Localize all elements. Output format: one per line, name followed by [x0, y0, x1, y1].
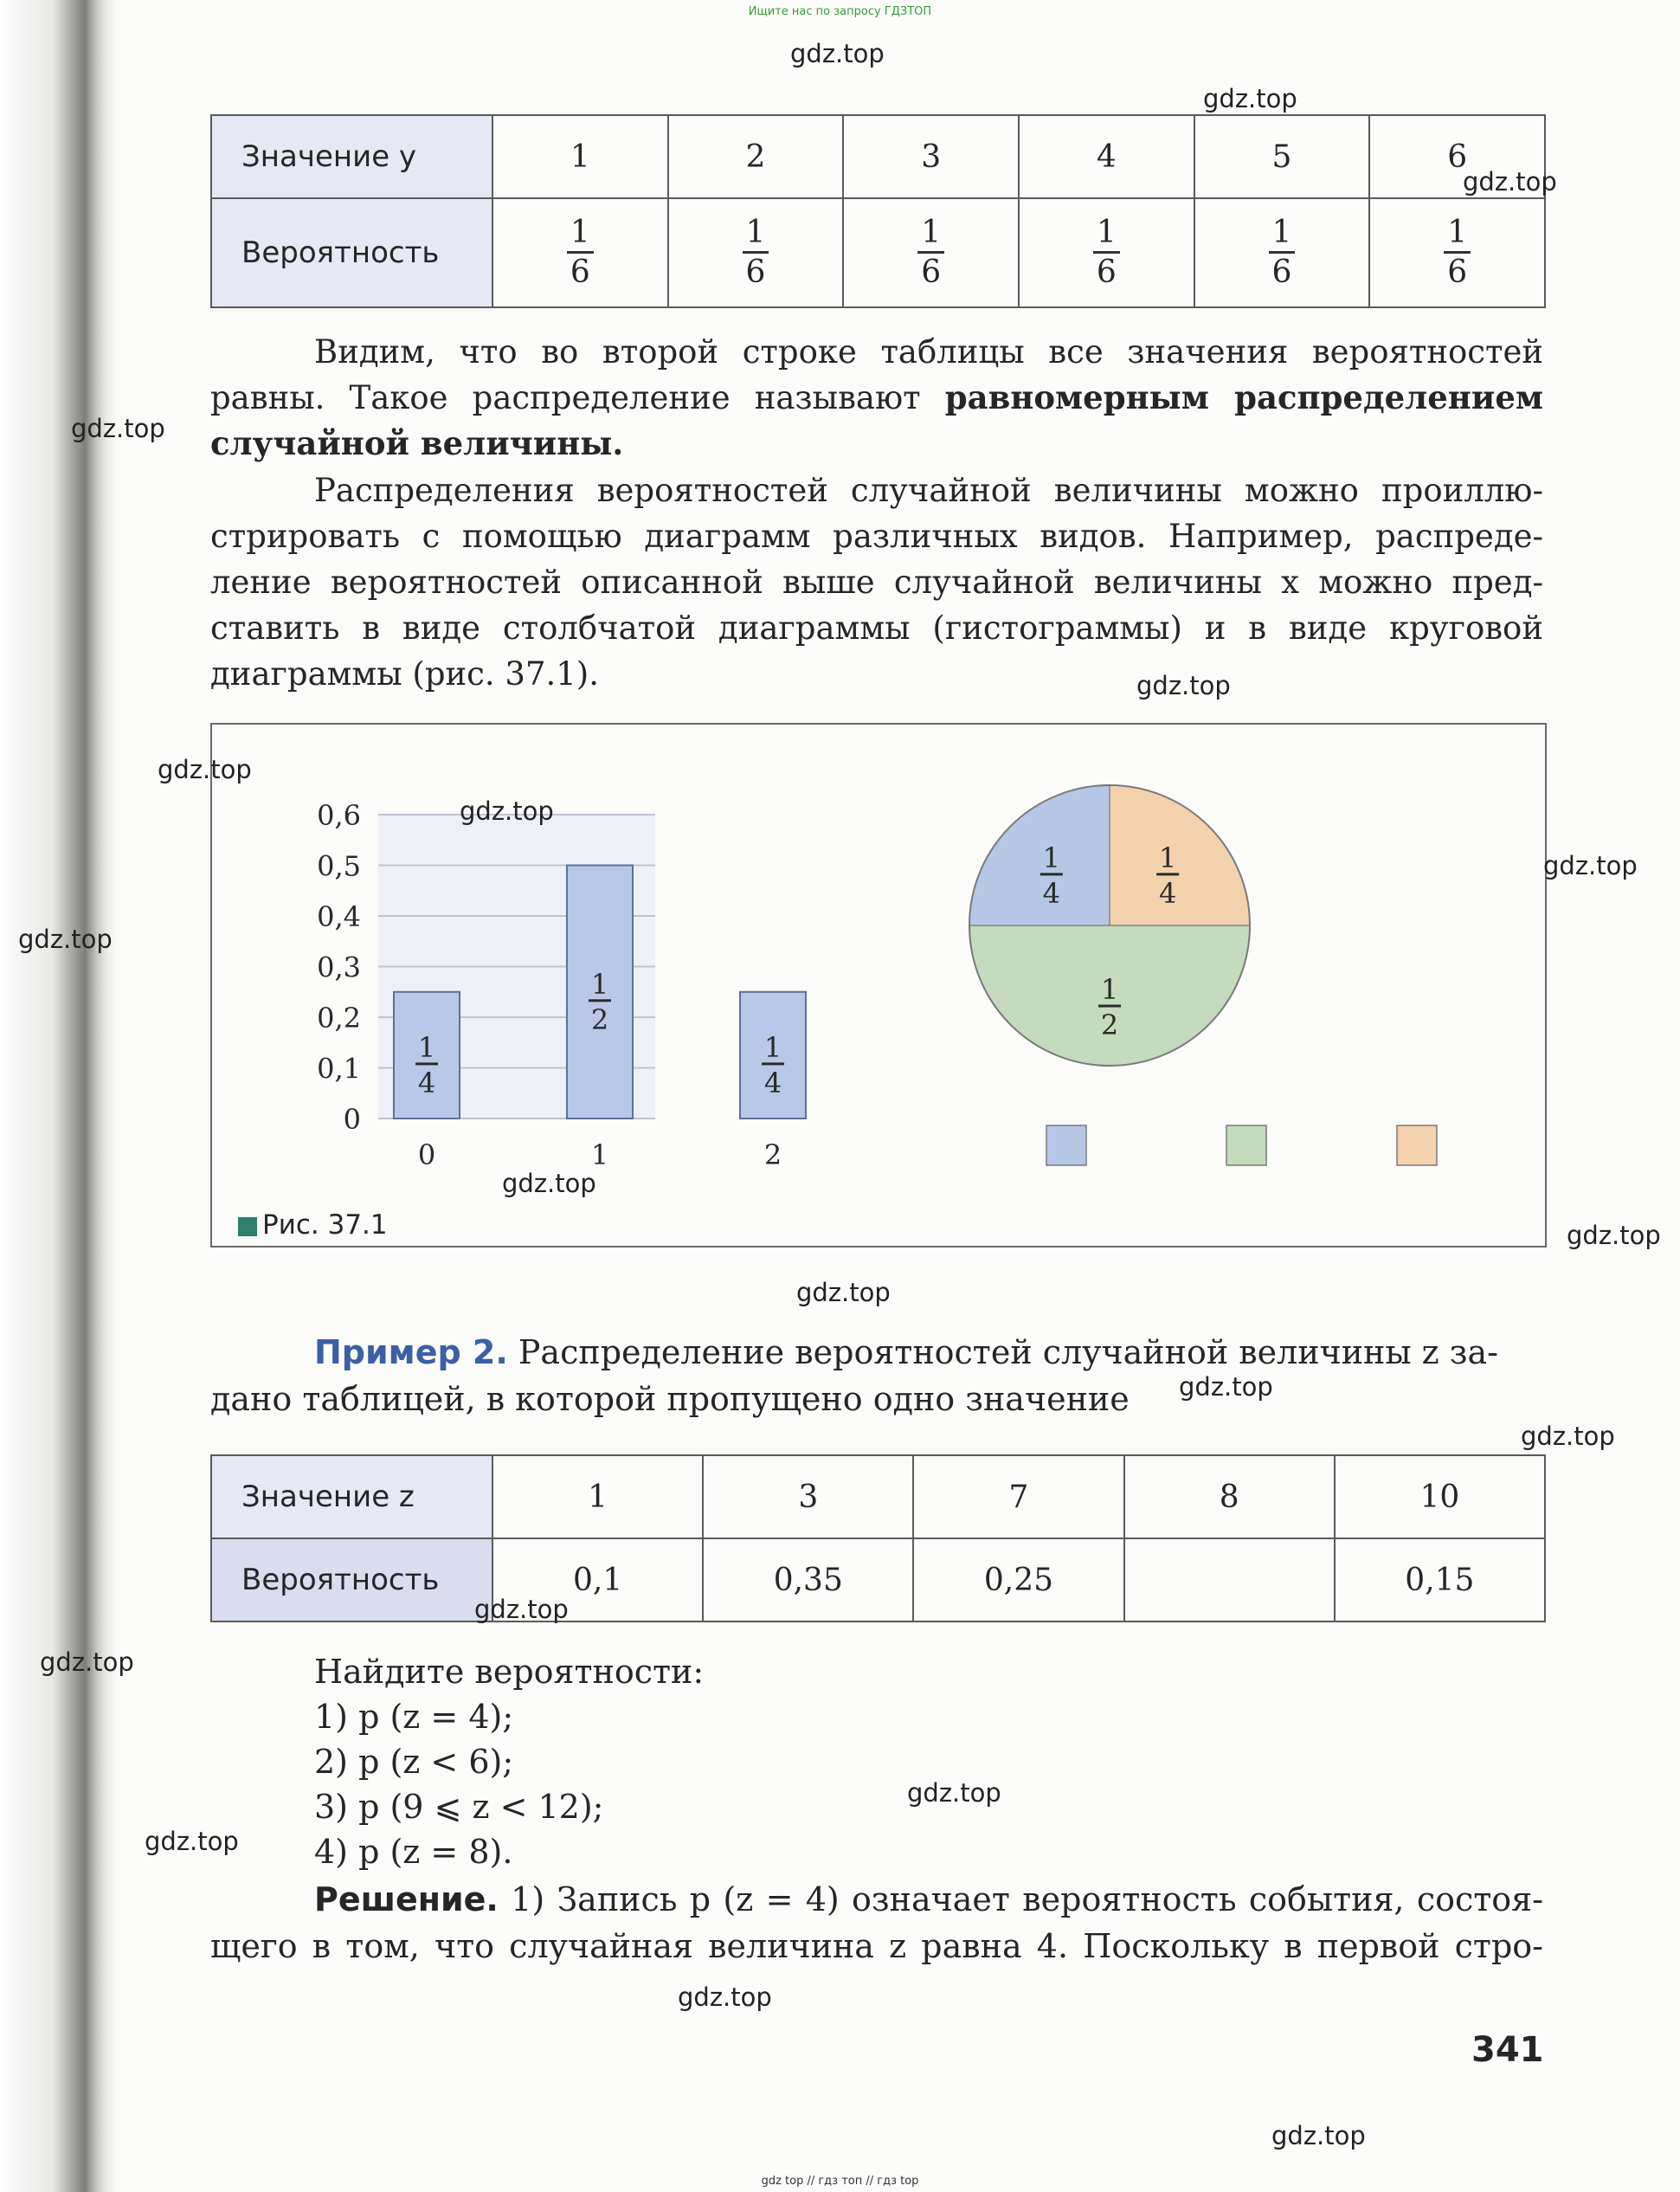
pie-slice: [1110, 785, 1250, 925]
watermark: gdz.top: [474, 1595, 569, 1624]
caption-marker-icon: [238, 1217, 257, 1236]
table-z-prob: 0,1: [492, 1538, 703, 1621]
histogram-bar-label-num: 1: [417, 1030, 436, 1064]
paragraph-uniform: [210, 329, 1543, 467]
table-z-values-row: [211, 1455, 1545, 1538]
find-title: Найдите вероятности:: [314, 1653, 705, 1691]
pie-slice-label-num: 1: [1042, 841, 1061, 874]
text-line: случайной величины.: [210, 424, 624, 462]
bottom-note: gdz top // гдз топ // гдз top: [761, 2175, 919, 2188]
histogram-y-tick-label: 0,4: [317, 900, 361, 933]
example-2-text-cont: дано таблицей, в которой пропущено одно значение: [210, 1380, 1130, 1418]
table-y-header-value: Значение y: [211, 115, 492, 198]
table-y-value: 2: [668, 115, 844, 198]
pie-slice: [969, 785, 1110, 925]
watermark: gdz.top: [1179, 1372, 1273, 1402]
watermark: gdz.top: [678, 1982, 772, 2012]
table-z-value: 7: [913, 1455, 1123, 1538]
figure-37-1: [210, 723, 1547, 1248]
watermark: gdz.top: [1543, 851, 1638, 880]
pie-slice-label-den: 4: [1158, 876, 1177, 910]
pie-legend-swatch: [1226, 1125, 1266, 1165]
distribution-table-y: [210, 114, 1546, 308]
table-y-prob: $\frac{1}{6}$: [1194, 198, 1370, 307]
solution-text-cont: щего в том, что случайная величина z равна 4. Поскольку в первой стро-: [210, 1927, 1543, 1965]
table-y-value: 6: [1369, 115, 1545, 198]
solution-label: Решение.: [314, 1880, 499, 1918]
find-item: 1) p (z = 4);: [314, 1698, 514, 1736]
find-list: [314, 1649, 704, 1874]
figure-caption: Рис. 37.1: [238, 1209, 388, 1241]
example-label: Пример 2.: [314, 1333, 508, 1371]
pie-legend-swatch: [1397, 1125, 1437, 1165]
table-z-prob: 0,15: [1335, 1538, 1545, 1621]
table-y-prob: $\frac{1}{6}$: [1369, 198, 1545, 307]
table-z-prob: 0,25: [913, 1538, 1123, 1621]
watermark: gdz.top: [502, 1169, 596, 1198]
top-note: Ищите нас по запросу ГДЗТОП: [748, 5, 932, 18]
watermark: gdz.top: [1136, 671, 1231, 700]
table-y-prob: $\frac{1}{6}$: [668, 198, 844, 307]
table-z-value: 3: [703, 1455, 913, 1538]
watermark: gdz.top: [796, 1278, 891, 1307]
text-line: ставить в виде столбчатой диаграммы (гистограммы) и в виде круговой: [210, 609, 1543, 647]
table-z-prob: 0,35: [703, 1538, 913, 1621]
table-y-prob: $\frac{1}{6}$: [843, 198, 1019, 307]
histogram-bar-label-den: 4: [417, 1066, 436, 1099]
table-z-value: 10: [1335, 1455, 1545, 1538]
text-line: Видим, что во второй строке таблицы все значения вероятностей: [314, 333, 1543, 371]
histogram-y-tick-label: 0,6: [317, 799, 361, 832]
pie-slice-label-den: 4: [1042, 876, 1061, 910]
histogram-y-tick-label: 0,3: [317, 951, 361, 984]
text-line: равны. Такое распределение называют равномерным распределением: [210, 378, 1543, 416]
solution-text: Решение. 1) Запись p (z = 4) означает вероятность события, состоя-: [314, 1880, 1543, 1918]
example-2-text: Пример 2. Распределение вероятностей случайной величины z за-: [314, 1333, 1498, 1371]
table-z-header-value: Значение z: [211, 1455, 492, 1538]
histogram-y-tick-label: 0,5: [317, 849, 361, 883]
pie-slice-label-den: 2: [1100, 1009, 1119, 1041]
table-y-value: 3: [843, 115, 1019, 198]
table-y-prob: $\frac{1}{6}$: [1019, 198, 1194, 307]
find-item: 4) p (z = 8).: [314, 1833, 513, 1871]
table-z-prob-missing: [1124, 1538, 1335, 1621]
table-y-value: 1: [492, 115, 668, 198]
histogram-x-tick-label: 2: [763, 1138, 782, 1171]
histogram-x-tick-label: 1: [590, 1138, 609, 1171]
table-y-values-row: [211, 115, 1545, 198]
pie-slice-label-num: 1: [1158, 841, 1177, 874]
text-line: ление вероятностей описанной выше случайной величины x можно пред-: [210, 564, 1543, 601]
text-line: стрировать с помощью диаграмм различных видов. Например, распреде-: [210, 518, 1543, 555]
watermark: gdz.top: [790, 39, 885, 68]
watermark: gdz.top: [907, 1778, 1001, 1808]
histogram-y-tick-label: 0: [343, 1103, 361, 1136]
table-z-value: 1: [492, 1455, 703, 1538]
table-z-value: 8: [1124, 1455, 1335, 1538]
histogram-bar-label-den: 4: [763, 1066, 782, 1099]
watermark: gdz.top: [1463, 167, 1557, 197]
pie-slice-label-num: 1: [1100, 973, 1119, 1006]
text-line: диаграммы (рис. 37.1).: [210, 655, 600, 693]
find-item: 2) p (z < 6);: [314, 1743, 514, 1781]
table-y-prob-row: [211, 198, 1545, 307]
watermark: gdz.top: [460, 796, 554, 826]
watermark: gdz.top: [40, 1647, 134, 1677]
histogram-bar-label-den: 2: [590, 1003, 609, 1036]
histogram-bar-label-num: 1: [763, 1030, 782, 1064]
table-y-prob: $\frac{1}{6}$: [492, 198, 668, 307]
table-y-value: 5: [1194, 115, 1370, 198]
pie-legend-swatch: [1046, 1125, 1086, 1165]
table-y-header-prob: Вероятность: [211, 198, 492, 307]
watermark: gdz.top: [1271, 2121, 1366, 2150]
histogram-x-tick-label: 0: [417, 1138, 436, 1171]
paragraph-diagrams: [210, 467, 1543, 697]
book-spine-shadow: [0, 0, 117, 2192]
histogram-y-tick-label: 0,2: [317, 1002, 361, 1035]
watermark: gdz.top: [1567, 1221, 1661, 1250]
histogram-bar-label-num: 1: [590, 967, 609, 1001]
histogram-y-tick-label: 0,1: [317, 1052, 361, 1086]
watermark: gdz.top: [145, 1827, 239, 1856]
figure-charts: [212, 725, 1545, 1246]
table-y-value: 4: [1019, 115, 1194, 198]
watermark: gdz.top: [18, 925, 113, 954]
text-line: Распределения вероятностей случайной величины можно проиллю-: [314, 472, 1543, 509]
distribution-table-z: [210, 1454, 1546, 1622]
watermark: gdz.top: [1521, 1422, 1615, 1451]
table-z-prob-row: [211, 1538, 1545, 1621]
table-z-header-prob: Вероятность: [211, 1538, 492, 1621]
watermark: gdz.top: [71, 414, 165, 443]
watermark: gdz.top: [158, 755, 252, 784]
page-number: 341: [1471, 2030, 1544, 2070]
find-item: 3) p (9 ⩽ z < 12);: [314, 1788, 604, 1826]
watermark: gdz.top: [1203, 84, 1297, 113]
